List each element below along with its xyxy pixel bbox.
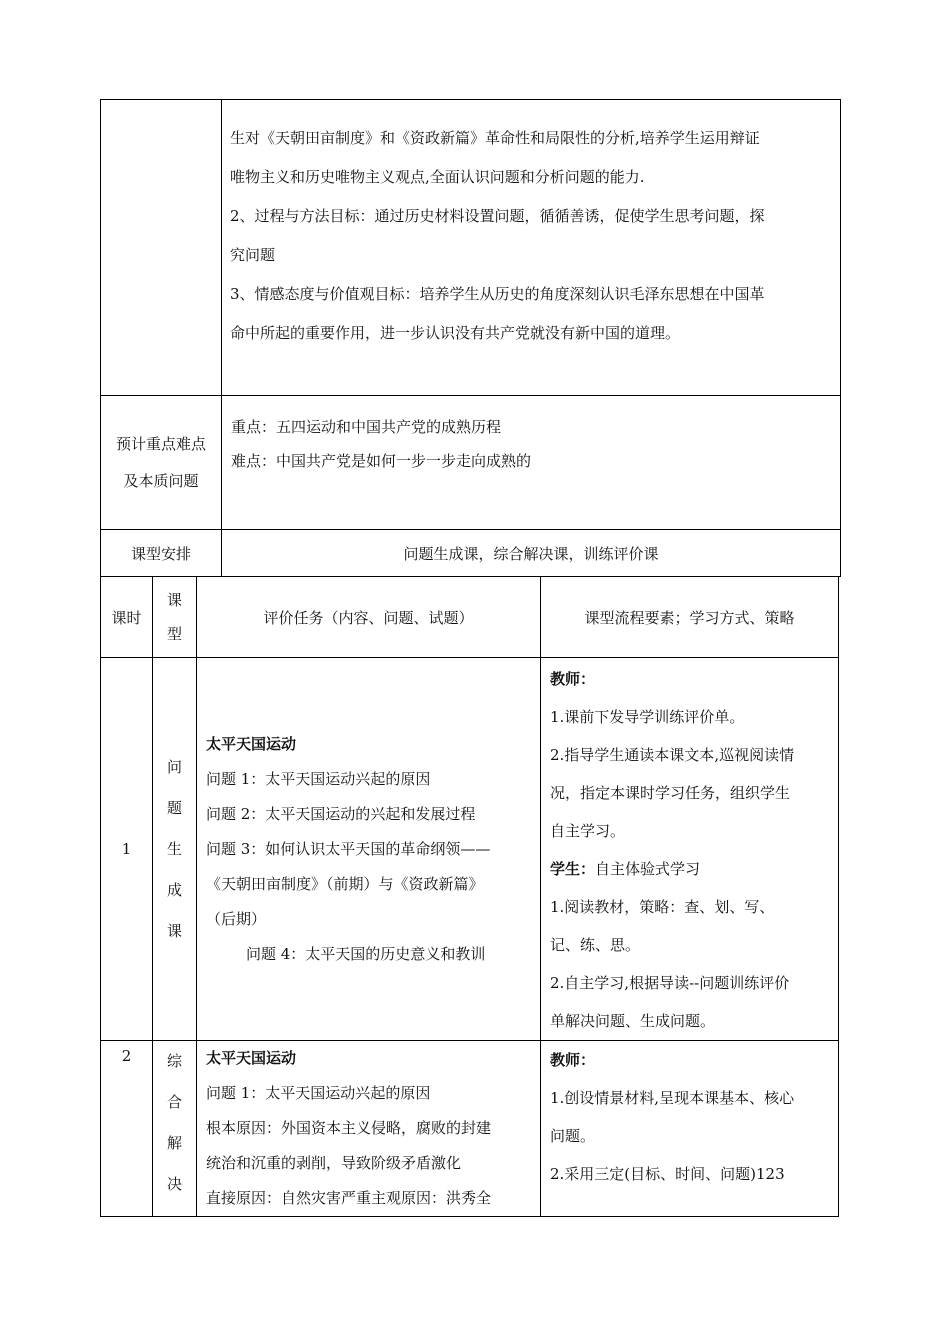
header-type-char: 课: [166, 591, 182, 609]
teacher-label: 教师：: [550, 670, 596, 688]
task-line: 《天朝田亩制度》（前期）与《资政新篇》: [206, 874, 484, 893]
lesson-task-cell: [197, 658, 541, 1041]
student-label: 学生：: [550, 860, 596, 878]
lessons-header-row: [101, 577, 839, 658]
student-line: 2.自主学习,根据导读--问题训练评价: [550, 974, 790, 992]
student-line: 单解决问题、生成问题。: [550, 1012, 716, 1030]
task-title: 太平天国运动: [206, 1049, 297, 1067]
teacher-line: 1.创设情景材料,呈现本课基本、核心: [550, 1089, 795, 1107]
key-points-label-line1: 预计重点难点: [115, 434, 206, 453]
header-task: 评价任务（内容、问题、试题）: [197, 577, 541, 658]
teacher-label: 教师：: [550, 1051, 596, 1069]
lesson-flow-cell: [541, 658, 839, 1041]
teacher-line: 况，指定本课时学习任务，组织学生: [550, 784, 791, 802]
teacher-line: 2.指导学生通读本课文本,巡视阅读情: [550, 746, 795, 764]
lesson-type-char: 生: [166, 839, 182, 858]
lesson-type-char: 课: [166, 921, 182, 940]
task-line: 统治和沉重的剥削，导致阶级矛盾激化: [206, 1154, 462, 1172]
lesson-task-cell: [197, 1041, 541, 1217]
teacher-line: 2.采用三定(目标、时间、问题)123: [550, 1165, 785, 1183]
lesson-type-char: 合: [166, 1093, 182, 1111]
teacher-line: 问题。: [550, 1127, 596, 1145]
key-points-label-line2: 及本质问题: [123, 471, 199, 490]
objective-line: 生对《天朝田亩制度》和《资政新篇》革命性和局限性的分析,培养学生运用辩证: [230, 129, 760, 147]
task-line: 直接原因：自然灾害严重主观原因：洪秀全: [206, 1189, 492, 1207]
key-points-content: [222, 396, 841, 530]
student-line: 记、练、思。: [550, 936, 641, 954]
lesson-type-char: 成: [166, 880, 182, 899]
objectives-cell: [222, 100, 841, 396]
lesson-period-value: 2: [121, 1047, 132, 1065]
plan-table-lessons: [100, 576, 839, 1217]
task-title: 太平天国运动: [206, 734, 297, 753]
lesson-flow-cell: [541, 1041, 839, 1217]
lesson-type-char: 问: [166, 757, 182, 776]
objective-line: 究问题: [230, 246, 276, 264]
lesson-type-char: 解: [166, 1134, 182, 1152]
student-heading: [550, 850, 832, 888]
objective-line: 命中所起的重要作用，进一步认识没有共产党就没有新中国的道理。: [230, 324, 681, 342]
key-points-label: [101, 396, 222, 530]
objectives-row: [101, 100, 841, 396]
task-line: 问题 3：如何认识太平天国的革命纲领——: [206, 839, 491, 858]
course-type-row: [101, 530, 841, 577]
task-line: 问题 4：太平天国的历史意义和教训: [246, 944, 486, 963]
course-type-label: 课型安排: [101, 530, 222, 577]
objective-line: 唯物主义和历史唯物主义观点,全面认识问题和分析问题的能力.: [230, 168, 645, 186]
lesson-row-1: [101, 658, 839, 1041]
lesson-type-char: 综: [166, 1052, 182, 1070]
header-type-char: 型: [166, 625, 182, 643]
objective-line: 2、过程与方法目标：通过历史材料设置问题，循循善诱，促使学生思考问题，探: [230, 207, 765, 225]
lesson-period: 1: [101, 658, 153, 1041]
lesson-type-vertical: [153, 658, 197, 1041]
student-line: 1.阅读教材，策略：查、划、写、: [550, 898, 775, 916]
course-type-value: 问题生成课，综合解决课，训练评价课: [222, 530, 841, 577]
teacher-line: 自主学习。: [550, 822, 626, 840]
objective-line: 3、情感态度与价值观目标：培养学生从历史的角度深刻认识毛泽东思想在中国革: [230, 285, 765, 303]
lesson-period: [101, 1041, 153, 1217]
header-type: [153, 577, 197, 658]
key-point-focus: 重点：五四运动和中国共产党的成熟历程: [231, 418, 502, 436]
key-points-row: [101, 396, 841, 530]
key-point-difficulty: 难点：中国共产党是如何一步一步走向成熟的: [231, 452, 532, 470]
lesson-type-vertical: [153, 1041, 197, 1217]
header-period: 课时: [101, 577, 153, 658]
header-flow: 课型流程要素；学习方式、策略: [541, 577, 839, 658]
task-line: 问题 2：太平天国运动的兴起和发展过程: [206, 804, 476, 823]
task-line: （后期）: [206, 909, 267, 928]
task-line: 问题 1：太平天国运动兴起的原因: [206, 769, 431, 788]
lesson-row-2: [101, 1041, 839, 1217]
lesson-type-char: 决: [166, 1175, 182, 1193]
teacher-line: 1.课前下发导学训练评价单。: [550, 708, 745, 726]
lesson-type-char: 题: [166, 798, 182, 817]
task-line: 问题 1：太平天国运动兴起的原因: [206, 1084, 431, 1102]
objectives-label-cell: [101, 100, 222, 396]
student-mode: 自主体验式学习: [595, 860, 701, 878]
task-line: 根本原因：外国资本主义侵略，腐败的封建: [206, 1119, 492, 1137]
plan-table-top: [100, 99, 841, 577]
